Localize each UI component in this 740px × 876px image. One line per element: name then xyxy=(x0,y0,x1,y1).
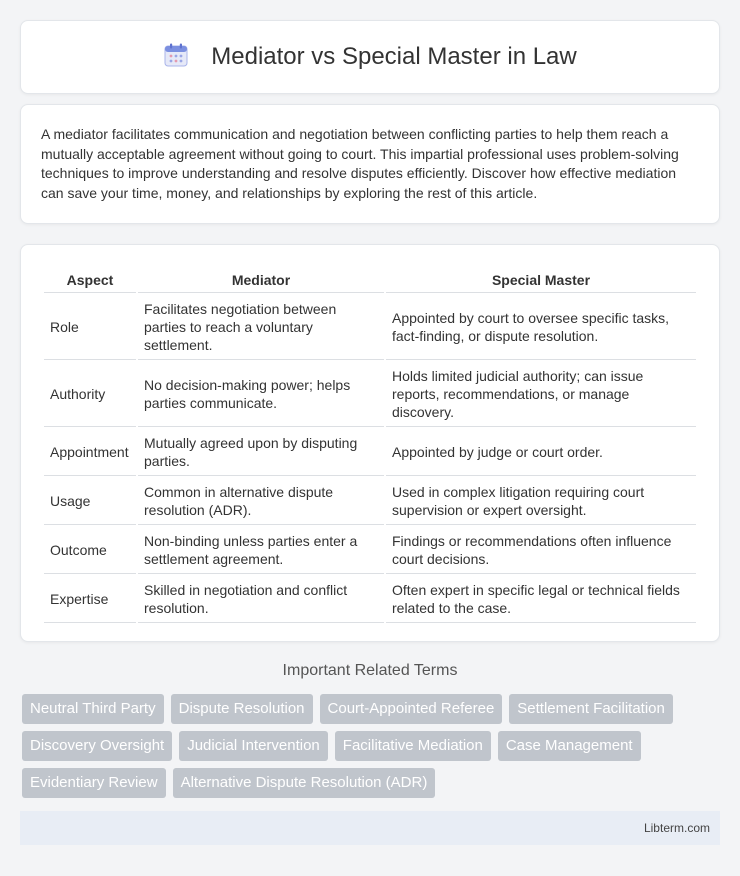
intro-text: A mediator facilitates communication and negotiation between conflicting parties to help them reach a mutually acceptable agreement without going to court. This impartial professional uses problem-solving techniques to improve understanding and resolve disputes efficiently. Discover how effective mediation can save your time, money, and relationships by exploring the rest of this article. xyxy=(41,126,679,201)
table-cell-special-master: Findings or recommendations often influence court decisions. xyxy=(386,527,696,574)
table-cell-aspect: Authority xyxy=(44,362,136,427)
table-row xyxy=(44,478,696,525)
table-cell-mediator: Non-binding unless parties enter a settlement agreement. xyxy=(138,527,384,574)
column-header-aspect: Aspect xyxy=(44,267,136,293)
footer xyxy=(20,811,720,845)
comparison-table-card xyxy=(20,244,720,642)
table-row xyxy=(44,527,696,574)
term-tag[interactable]: Evidentiary Review xyxy=(22,768,166,798)
table-cell-mediator: No decision-making power; helps parties communicate. xyxy=(138,362,384,427)
table-cell-aspect: Role xyxy=(44,295,136,360)
table-cell-aspect: Outcome xyxy=(44,527,136,574)
table-row xyxy=(44,429,696,476)
header-card xyxy=(20,20,720,94)
table-cell-special-master: Holds limited judicial authority; can issue reports, recommendations, or manage discovery. xyxy=(386,362,696,427)
table-cell-special-master: Often expert in specific legal or technical fields related to the case. xyxy=(386,576,696,623)
table-cell-mediator: Common in alternative dispute resolution (ADR). xyxy=(138,478,384,525)
table-row xyxy=(44,362,696,427)
table-cell-aspect: Usage xyxy=(44,478,136,525)
table-header-row xyxy=(44,267,696,293)
intro-card xyxy=(20,104,720,224)
table-cell-aspect: Appointment xyxy=(44,429,136,476)
table-cell-mediator: Facilitates negotiation between parties to reach a voluntary settlement. xyxy=(138,295,384,360)
term-tag[interactable]: Discovery Oversight xyxy=(22,731,172,761)
comparison-table xyxy=(42,265,698,625)
table-cell-mediator: Skilled in negotiation and conflict resolution. xyxy=(138,576,384,623)
table-row xyxy=(44,295,696,360)
calendar-icon xyxy=(163,42,189,73)
term-tag[interactable]: Dispute Resolution xyxy=(171,694,313,724)
term-tag[interactable]: Settlement Facilitation xyxy=(509,694,673,724)
table-row xyxy=(44,576,696,623)
column-header-special-master: Special Master xyxy=(386,267,696,293)
table-cell-special-master: Used in complex litigation requiring court supervision or expert oversight. xyxy=(386,478,696,525)
footer-site-link[interactable]: Libterm.com xyxy=(643,821,710,835)
table-cell-mediator: Mutually agreed upon by disputing parties. xyxy=(138,429,384,476)
term-tag[interactable]: Case Management xyxy=(498,731,641,761)
term-tag[interactable]: Alternative Dispute Resolution (ADR) xyxy=(173,768,436,798)
table-cell-special-master: Appointed by court to oversee specific tasks, fact-finding, or dispute resolution. xyxy=(386,295,696,360)
page-title: Mediator vs Special Master in Law xyxy=(211,43,577,70)
related-terms-title: Important Related Terms xyxy=(282,662,458,679)
table-cell-special-master: Appointed by judge or court order. xyxy=(386,429,696,476)
related-terms-list xyxy=(22,694,722,798)
table-cell-aspect: Expertise xyxy=(44,576,136,623)
term-tag[interactable]: Court-Appointed Referee xyxy=(320,694,503,724)
term-tag[interactable]: Facilitative Mediation xyxy=(335,731,491,761)
term-tag[interactable]: Judicial Intervention xyxy=(179,731,328,761)
column-header-mediator: Mediator xyxy=(138,267,384,293)
term-tag[interactable]: Neutral Third Party xyxy=(22,694,164,724)
